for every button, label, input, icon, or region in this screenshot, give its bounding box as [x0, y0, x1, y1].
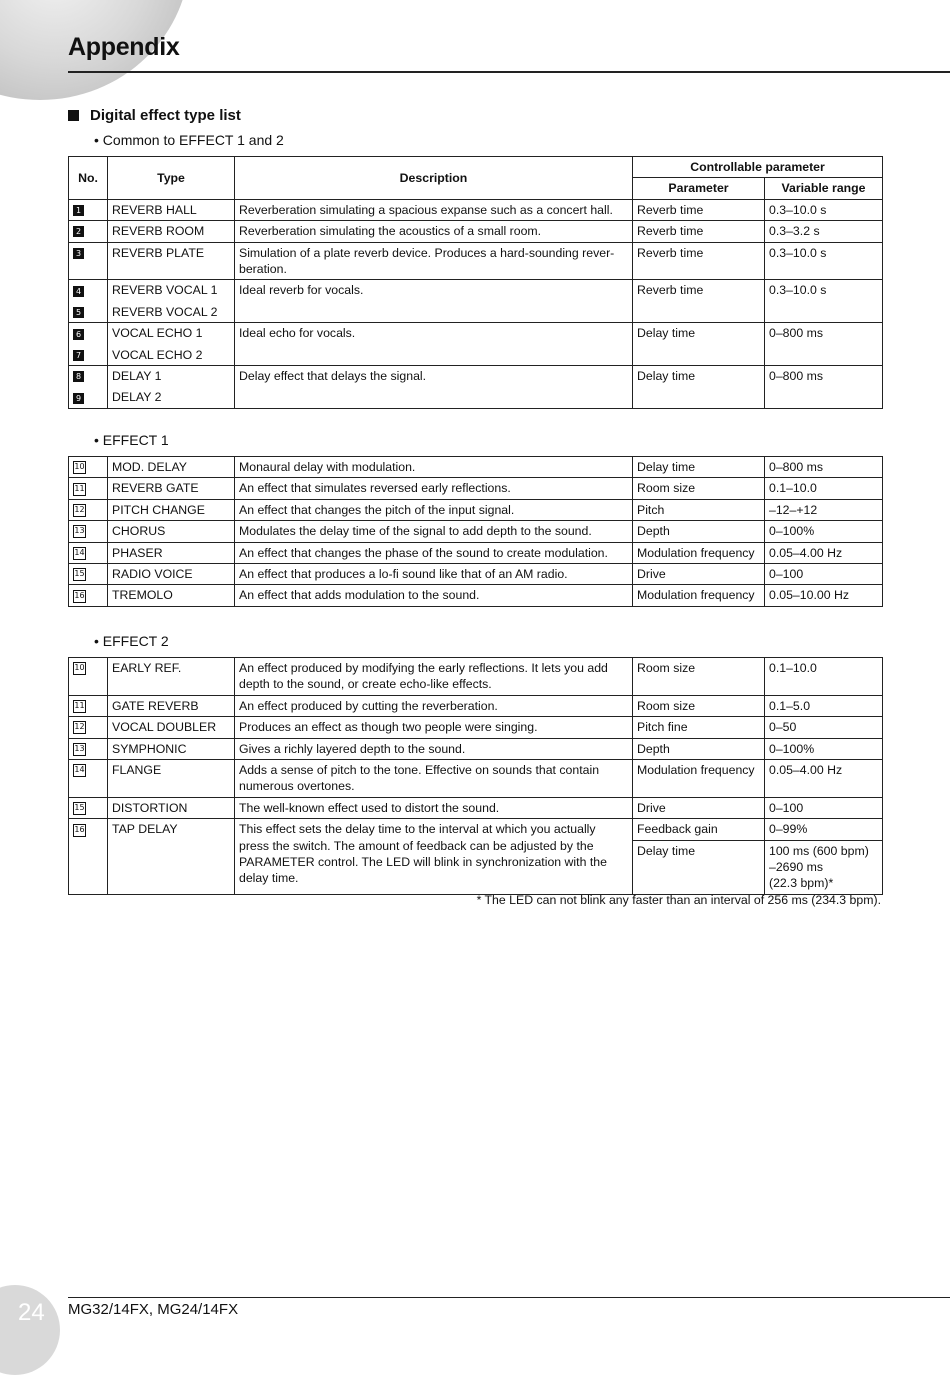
number-box-icon: 11	[73, 483, 86, 496]
cell-parameter: Reverb time	[633, 221, 765, 242]
no-line	[73, 202, 103, 218]
cell-parameter: Pitch fine	[633, 717, 765, 738]
table-row	[69, 366, 883, 409]
cell-range: 0–100%	[765, 738, 883, 759]
table-row	[69, 717, 883, 738]
cell-parameter: Reverb time	[633, 242, 765, 280]
no-line	[73, 325, 103, 341]
col-header-no: No.	[69, 157, 108, 200]
cell-type: TAP DELAY	[108, 819, 235, 895]
cell-no	[69, 797, 108, 818]
number-box-icon: 15	[73, 568, 86, 581]
number-box-icon: 3	[73, 248, 84, 259]
cell-range: 0.1–10.0	[765, 658, 883, 696]
col-header-controllable: Controllable parameter	[633, 157, 883, 178]
cell-description: Reverberation simulating the acoustics of a small room.	[235, 221, 633, 242]
effect1-table	[68, 456, 883, 607]
cell-no	[69, 819, 108, 895]
cell-description: An effect produced by cutting the reverberation.	[235, 695, 633, 716]
type-line: VOCAL ECHO 2	[112, 347, 203, 362]
cell-type	[108, 242, 235, 280]
common-subheading: • Common to EFFECT 1 and 2	[94, 132, 284, 148]
cell-parameter: Depth	[633, 521, 765, 542]
cell-range: 0.05–4.00 Hz	[765, 760, 883, 798]
cell-description: Gives a richly layered depth to the sound.	[235, 738, 633, 759]
effect2-table	[68, 657, 883, 895]
cell-range: 0.05–10.00 Hz	[765, 585, 883, 606]
no-line	[73, 389, 103, 405]
page-title: Appendix	[68, 33, 180, 61]
cell-no	[69, 457, 108, 478]
number-box-icon: 14	[73, 764, 86, 777]
cell-description: An effect that simulates reversed early reflections.	[235, 478, 633, 499]
cell-type: RADIO VOICE	[108, 564, 235, 585]
effect2-table-body	[69, 658, 883, 895]
table-row	[69, 797, 883, 818]
number-box-icon: 15	[73, 802, 86, 815]
cell-type	[108, 280, 235, 323]
table-row	[69, 242, 883, 280]
cell-parameter: Drive	[633, 797, 765, 818]
effect2-subheading: • EFFECT 2	[94, 633, 169, 649]
cell-description: This effect sets the delay time to the interval at which you actually press the switch. The amount of feedback can be adjusted by the PARAMETER control. The LED will blink in synchronization with the delay time.	[235, 819, 633, 895]
cell-no	[69, 499, 108, 520]
cell-type: FLANGE	[108, 760, 235, 798]
col-header-parameter: Parameter	[633, 178, 765, 199]
page-number: 24	[18, 1299, 45, 1326]
table-row	[69, 658, 883, 696]
cell-description: An effect that adds modulation to the sound.	[235, 585, 633, 606]
number-box-icon: 13	[73, 525, 86, 538]
number-box-icon: 4	[73, 286, 84, 297]
number-box-icon: 13	[73, 743, 86, 756]
cell-type: SYMPHONIC	[108, 738, 235, 759]
col-header-type: Type	[108, 157, 235, 200]
cell-parameter: Depth	[633, 738, 765, 759]
header-rule	[68, 71, 950, 73]
cell-parameter: Feedback gain	[633, 819, 765, 840]
cell-type: DISTORTION	[108, 797, 235, 818]
cell-description: Delay effect that delays the signal.	[235, 366, 633, 409]
table-row	[69, 585, 883, 606]
cell-range: 0–800 ms	[765, 323, 883, 366]
cell-no	[69, 585, 108, 606]
cell-parameter: Room size	[633, 695, 765, 716]
cell-no	[69, 478, 108, 499]
cell-no	[69, 695, 108, 716]
cell-no	[69, 199, 108, 220]
footer-rule	[68, 1297, 950, 1298]
number-box-icon: 12	[73, 504, 86, 517]
type-line: VOCAL ECHO 1	[112, 326, 203, 341]
cell-no	[69, 521, 108, 542]
cell-range: 0–100%	[765, 521, 883, 542]
cell-type: GATE REVERB	[108, 695, 235, 716]
cell-no	[69, 221, 108, 242]
no-line	[73, 223, 103, 239]
cell-description: Monaural delay with modulation.	[235, 457, 633, 478]
type-line: REVERB PLATE	[112, 245, 205, 260]
cell-type: VOCAL DOUBLER	[108, 717, 235, 738]
effect1-table-body	[69, 457, 883, 607]
number-box-icon: 10	[73, 662, 86, 675]
table-row	[69, 819, 883, 840]
common-table-body	[69, 199, 883, 408]
number-box-icon: 9	[73, 393, 84, 404]
square-bullet-icon	[68, 110, 79, 121]
number-box-icon: 11	[73, 700, 86, 713]
cell-parameter: Delay time	[633, 366, 765, 409]
table-row	[69, 457, 883, 478]
cell-parameter: Reverb time	[633, 280, 765, 323]
section-heading	[68, 107, 241, 124]
cell-range: 0.05–4.00 Hz	[765, 542, 883, 563]
cell-range: 0–99%	[765, 819, 883, 840]
cell-description: Reverberation simulating a spacious expanse such as a concert hall.	[235, 199, 633, 220]
cell-type	[108, 323, 235, 366]
table-row	[69, 738, 883, 759]
cell-no	[69, 323, 108, 366]
section-heading-text: Digital effect type list	[90, 107, 241, 124]
cell-range: 0–800 ms	[765, 457, 883, 478]
cell-type: CHORUS	[108, 521, 235, 542]
type-line: REVERB VOCAL 2	[112, 304, 218, 319]
no-line	[73, 245, 103, 261]
cell-range: 0.1–10.0	[765, 478, 883, 499]
cell-type	[108, 366, 235, 409]
number-box-icon: 16	[73, 824, 86, 837]
col-header-range: Variable range	[765, 178, 883, 199]
cell-type	[108, 221, 235, 242]
cell-no	[69, 242, 108, 280]
cell-type: PHASER	[108, 542, 235, 563]
cell-no	[69, 542, 108, 563]
cell-type: TREMOLO	[108, 585, 235, 606]
number-box-icon: 1	[73, 205, 84, 216]
cell-no	[69, 280, 108, 323]
cell-no	[69, 717, 108, 738]
cell-range	[765, 840, 883, 894]
range-line: –2690 ms	[769, 860, 824, 875]
cell-parameter: Drive	[633, 564, 765, 585]
type-line: REVERB ROOM	[112, 224, 205, 239]
cell-parameter: Pitch	[633, 499, 765, 520]
cell-parameter: Delay time	[633, 840, 765, 894]
cell-parameter: Modulation frequency	[633, 585, 765, 606]
cell-parameter: Delay time	[633, 323, 765, 366]
cell-type: MOD. DELAY	[108, 457, 235, 478]
type-line: DELAY 1	[112, 369, 162, 384]
cell-description: Produces an effect as though two people were singing.	[235, 717, 633, 738]
cell-no	[69, 366, 108, 409]
number-box-icon: 8	[73, 371, 84, 382]
cell-range: 0.3–10.0 s	[765, 242, 883, 280]
cell-range: –12–+12	[765, 499, 883, 520]
cell-range: 0–100	[765, 564, 883, 585]
footnote: * The LED can not blink any faster than an interval of 256 ms (234.3 bpm).	[476, 893, 881, 907]
table-row	[69, 521, 883, 542]
number-box-icon: 14	[73, 547, 86, 560]
number-box-icon: 2	[73, 226, 84, 237]
cell-parameter: Modulation frequency	[633, 542, 765, 563]
cell-no	[69, 738, 108, 759]
range-line: 100 ms (600 bpm)	[769, 843, 869, 858]
number-box-icon: 5	[73, 307, 84, 318]
cell-description: Modulates the delay time of the signal to add depth to the sound.	[235, 521, 633, 542]
cell-description: Ideal echo for vocals.	[235, 323, 633, 366]
range-line: (22.3 bpm)*	[769, 876, 834, 891]
cell-description: Ideal reverb for vocals.	[235, 280, 633, 323]
cell-no	[69, 760, 108, 798]
cell-description: Adds a sense of pitch to the tone. Effective on sounds that contain numerous overtones.	[235, 760, 633, 798]
cell-description: An effect that changes the pitch of the input signal.	[235, 499, 633, 520]
cell-description: An effect that produces a lo-fi sound like that of an AM radio.	[235, 564, 633, 585]
cell-description: Simulation of a plate reverb device. Produces a hard-sounding rever-beration.	[235, 242, 633, 280]
cell-description: The well-known effect used to distort the sound.	[235, 797, 633, 818]
number-box-icon: 7	[73, 350, 84, 361]
cell-type	[108, 199, 235, 220]
cell-no	[69, 658, 108, 696]
table-row	[69, 695, 883, 716]
cell-range: 0.3–3.2 s	[765, 221, 883, 242]
cell-type: PITCH CHANGE	[108, 499, 235, 520]
cell-parameter: Room size	[633, 658, 765, 696]
cell-range: 0–50	[765, 717, 883, 738]
cell-range: 0–100	[765, 797, 883, 818]
effect1-subheading: • EFFECT 1	[94, 432, 169, 448]
table-row	[69, 323, 883, 366]
cell-description: An effect produced by modifying the early reflections. It lets you add depth to the sound, or create echo-like effects.	[235, 658, 633, 696]
cell-parameter: Modulation frequency	[633, 760, 765, 798]
table-row	[69, 478, 883, 499]
type-line: REVERB VOCAL 1	[112, 283, 218, 298]
cell-range: 0.1–5.0	[765, 695, 883, 716]
cell-type: EARLY REF.	[108, 658, 235, 696]
type-line: DELAY 2	[112, 390, 162, 405]
table-row	[69, 542, 883, 563]
cell-parameter: Delay time	[633, 457, 765, 478]
cell-range: 0.3–10.0 s	[765, 199, 883, 220]
common-effects-table	[68, 156, 883, 409]
col-header-description: Description	[235, 157, 633, 200]
table-row	[69, 564, 883, 585]
number-box-icon: 16	[73, 590, 86, 603]
cell-type: REVERB GATE	[108, 478, 235, 499]
cell-parameter: Room size	[633, 478, 765, 499]
table-row	[69, 221, 883, 242]
cell-range: 0–800 ms	[765, 366, 883, 409]
cell-description: An effect that changes the phase of the sound to create modulation.	[235, 542, 633, 563]
footer-model: MG32/14FX, MG24/14FX	[68, 1301, 239, 1318]
table-row	[69, 280, 883, 323]
cell-parameter: Reverb time	[633, 199, 765, 220]
number-box-icon: 10	[73, 461, 86, 474]
table-row	[69, 760, 883, 798]
number-box-icon: 12	[73, 721, 86, 734]
no-line	[73, 304, 103, 320]
no-line	[73, 282, 103, 298]
no-line	[73, 368, 103, 384]
type-line: REVERB HALL	[112, 202, 197, 217]
number-box-icon: 6	[73, 329, 84, 340]
table-row	[69, 499, 883, 520]
cell-range: 0.3–10.0 s	[765, 280, 883, 323]
cell-no	[69, 564, 108, 585]
no-line	[73, 347, 103, 363]
table-row	[69, 199, 883, 220]
